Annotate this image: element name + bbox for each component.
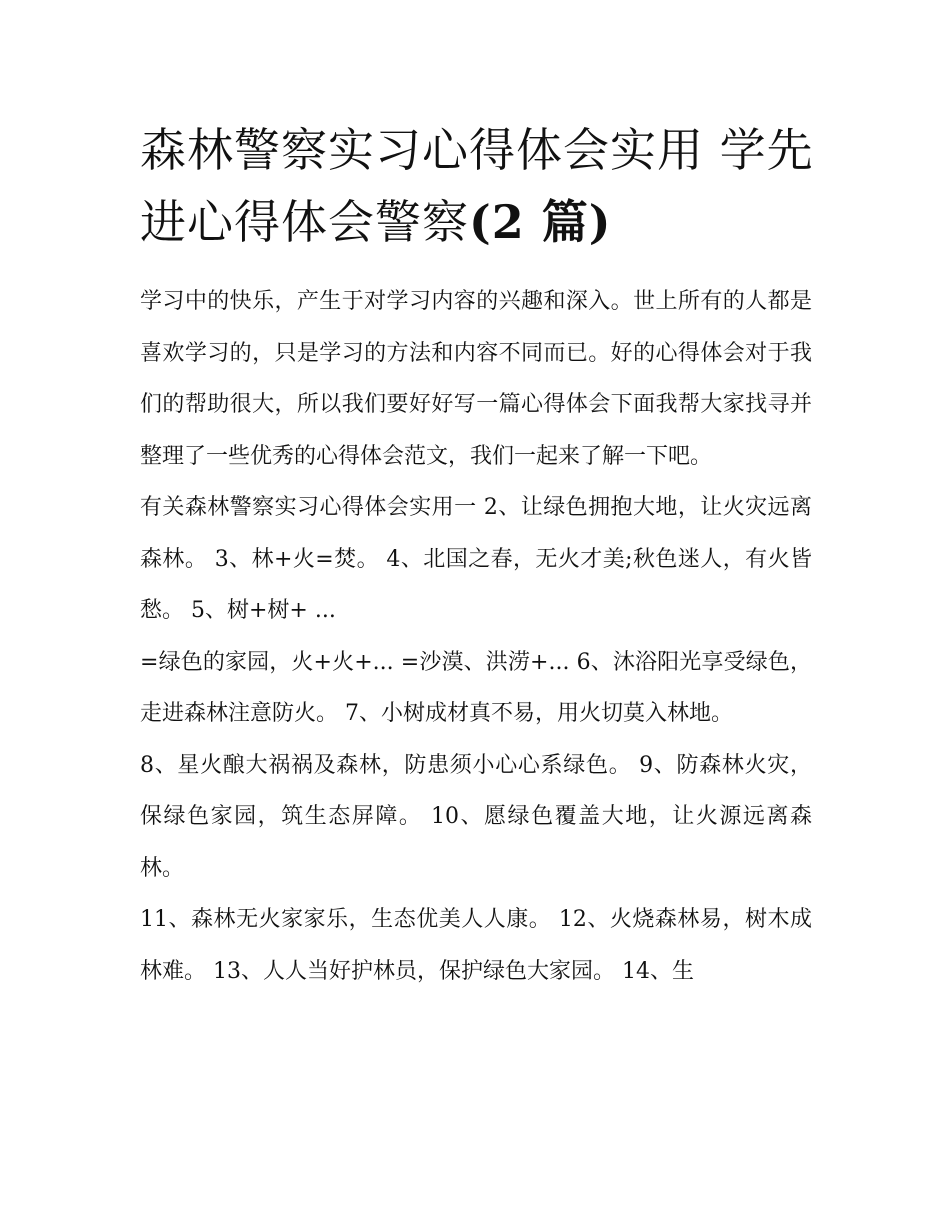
paragraph-intro: 学习中的快乐，产生于对学习内容的兴趣和深入。世上所有的人都是喜欢学习的，只是学习的方法和内容不同而已。好的心得体会对于我们的帮助很大，所以我们要好好写一篇心得体会下面我帮大家找寻并整理了一些优秀的心得体会范文，我们一起来了解一下吧。 <box>140 289 812 469</box>
document-title <box>140 114 820 258</box>
paragraph-slogans-4: 11、森林无火家家乐，生态优美人人康。 12、火烧森林易，树木成林难。 13、人人当好护林员，保护绿色大家园。 14、生 <box>140 907 812 984</box>
title-suffix-text: (2 篇) <box>469 195 612 249</box>
title-main-text: 森林警察实习心得体会实用 学先进心得体会警察 <box>140 123 814 249</box>
paragraph-slogans-2: =绿色的家园，火+火+... =沙漠、洪涝+... 6、沐浴阳光享受绿色，走进森林注意防火。 7、小树成材真不易，用火切莫入林地。 <box>140 649 812 726</box>
paragraph-slogans-1: 有关森林警察实习心得体会实用一 2、让绿色拥抱大地，让火灾远离森林。 3、林+火=焚。 4、北国之春，无火才美;秋色迷人，有火皆愁。 5、树+树+ ... <box>140 495 812 623</box>
paragraph-slogans-3: 8、星火酿大祸祸及森林，防患须小心心系绿色。 9、防森林火灾，保绿色家园，筑生态屏障。 10、愿绿色覆盖大地，让火源远离森林。 <box>140 752 812 881</box>
document-body <box>140 276 812 997</box>
